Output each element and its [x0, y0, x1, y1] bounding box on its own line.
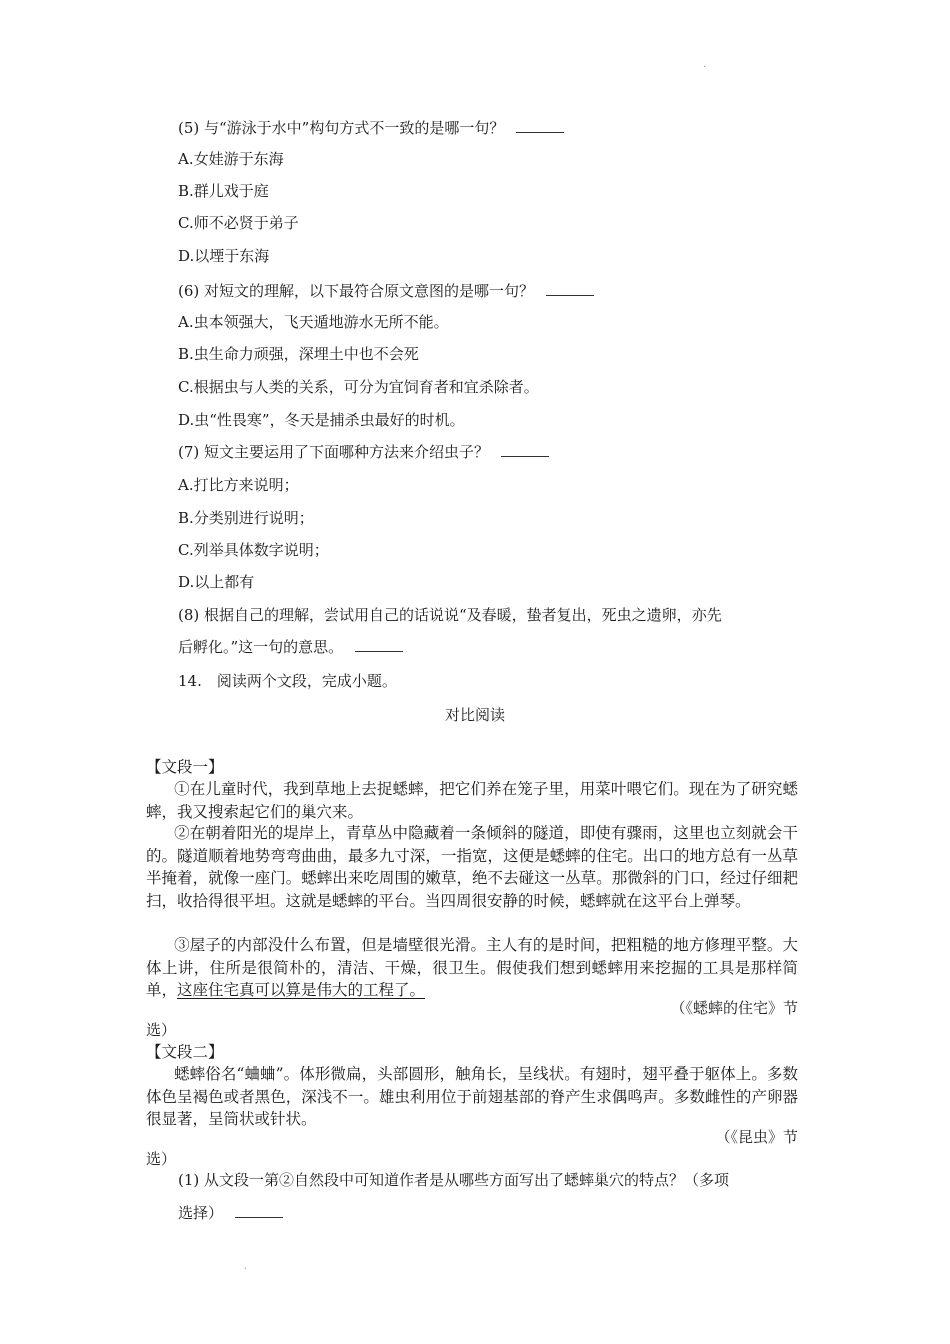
passage-1-source: （《蟋蟀的住宅》节 选）	[146, 999, 798, 1039]
answer-blank-5[interactable]	[516, 118, 564, 133]
page-mark-dot: ·	[703, 62, 707, 73]
question-6-option-c: C.根据虫与人类的关系，可分为宜饲育者和宜杀除者。	[178, 378, 539, 396]
question-7-option-c: C.列举具体数字说明；	[178, 541, 329, 559]
passage-2-heading: 【文段二】	[146, 1043, 224, 1061]
question-7-option-a: A.打比方来说明；	[178, 476, 299, 494]
question-6-stem	[178, 281, 594, 301]
passage-1-heading: 【文段一】	[146, 758, 224, 776]
section-title: 对比阅读	[444, 706, 505, 724]
passage-1-paragraph-1: ①在儿童时代，我到草地上去捉蟋蟀，把它们养在笼子里，用菜叶喂它们。现在为了研究蟋蟀，我又搜索起它们的巢穴来。	[146, 780, 798, 821]
sub-question-1-line-2	[178, 1203, 283, 1223]
answer-blank-6[interactable]	[546, 281, 594, 296]
underlined-sentence: 这座住宅真可以算是伟大的工程了。	[177, 981, 426, 999]
question-5-text: (5) 与“游泳于水中”构句方式不一致的是哪一句？	[178, 119, 505, 137]
question-14-text: 14. 阅读两个文段，完成小题。	[178, 672, 397, 690]
question-5-option-b: B.群儿戏于庭	[178, 182, 269, 200]
question-8-text: 后孵化。”这一句的意思。	[178, 638, 344, 656]
question-7-option-b: B.分类别进行说明；	[178, 509, 314, 527]
question-7-option-d: D.以上都有	[178, 573, 255, 591]
sub-question-1-line-1: (1) 从文段一第②自然段中可知道作者是从哪些方面写出了蟋蟀巢穴的特点？（多项	[178, 1171, 730, 1189]
answer-blank-sub-1[interactable]	[235, 1203, 283, 1218]
question-5-option-a: A.女娃游于东海	[178, 150, 284, 168]
question-6-option-a: A.虫本领强大，飞天遁地游水无所不能。	[178, 313, 449, 331]
page-mark-dot-bottom: ·	[244, 1264, 248, 1275]
question-6-option-b: B.虫生命力顽强，深埋土中也不会死	[178, 345, 419, 363]
passage-1-paragraph-3: ③屋子的内部没什么布置，但是墙壁很光滑。主人有的是时间，把粗糙的地方修理平整。大体上讲，住所是很简朴的，清洁、干燥，很卫生。假使我们想到蟋蟀用来挖掘的工具是那样简单，这座住宅真可以算是伟大的工程了。	[146, 936, 798, 999]
question-7-stem	[178, 442, 549, 462]
question-6-text: (6) 对短文的理解，以下最符合原文意图的是哪一句？	[178, 282, 535, 300]
answer-blank-8[interactable]	[355, 637, 403, 652]
answer-blank-7[interactable]	[501, 442, 549, 457]
passage-2-paragraph-1: 蟋蟀俗名“蛐蛐”。体形微扁，头部圆形，触角长，呈线状。有翅时，翅平叠于躯体上。多数体色呈褐色或者黑色，深浅不一。雄虫利用位于前翅基部的脊产生求偶鸣声。多数雌性的产卵器很显著，呈筒状或针状。	[146, 1065, 798, 1128]
passage-1-paragraph-2: ②在朝着阳光的堤岸上，青草丛中隐藏着一条倾斜的隧道，即使有骤雨，这里也立刻就会干的。隧道顺着地势弯弯曲曲，最多九寸深，一指宽，这便是蟋蟀的住宅。出口的地方总有一丛草半掩着，就像一座门。蟋蟀出来吃周围的嫩草，绝不去碰这一丛草。那微斜的门口，经过仔细耙扫，收拾得很平坦。这就是蟋蟀的平台。当四周很安静的时候，蟋蟀就在这平台上弹琴。	[146, 824, 798, 910]
question-6-option-d: D.虫“性畏寒”，冬天是捕杀虫最好的时机。	[178, 411, 465, 429]
question-8-line-1: (8) 根据自己的理解，尝试用自己的话说说“及春暖，蛰者复出，死虫之遗卵，亦先	[178, 606, 722, 624]
question-7-text: (7) 短文主要运用了下面哪种方法来介绍虫子？	[178, 443, 490, 461]
sub-question-1-text: 选择）	[178, 1204, 224, 1222]
question-5-option-d: D.以堙于东海	[178, 247, 270, 265]
question-5-option-c: C.师不必贤于弟子	[178, 214, 299, 232]
passage-2-source: （《昆虫》节 选）	[146, 1128, 798, 1168]
question-5-stem	[178, 118, 564, 138]
question-8-line-2	[178, 637, 403, 657]
